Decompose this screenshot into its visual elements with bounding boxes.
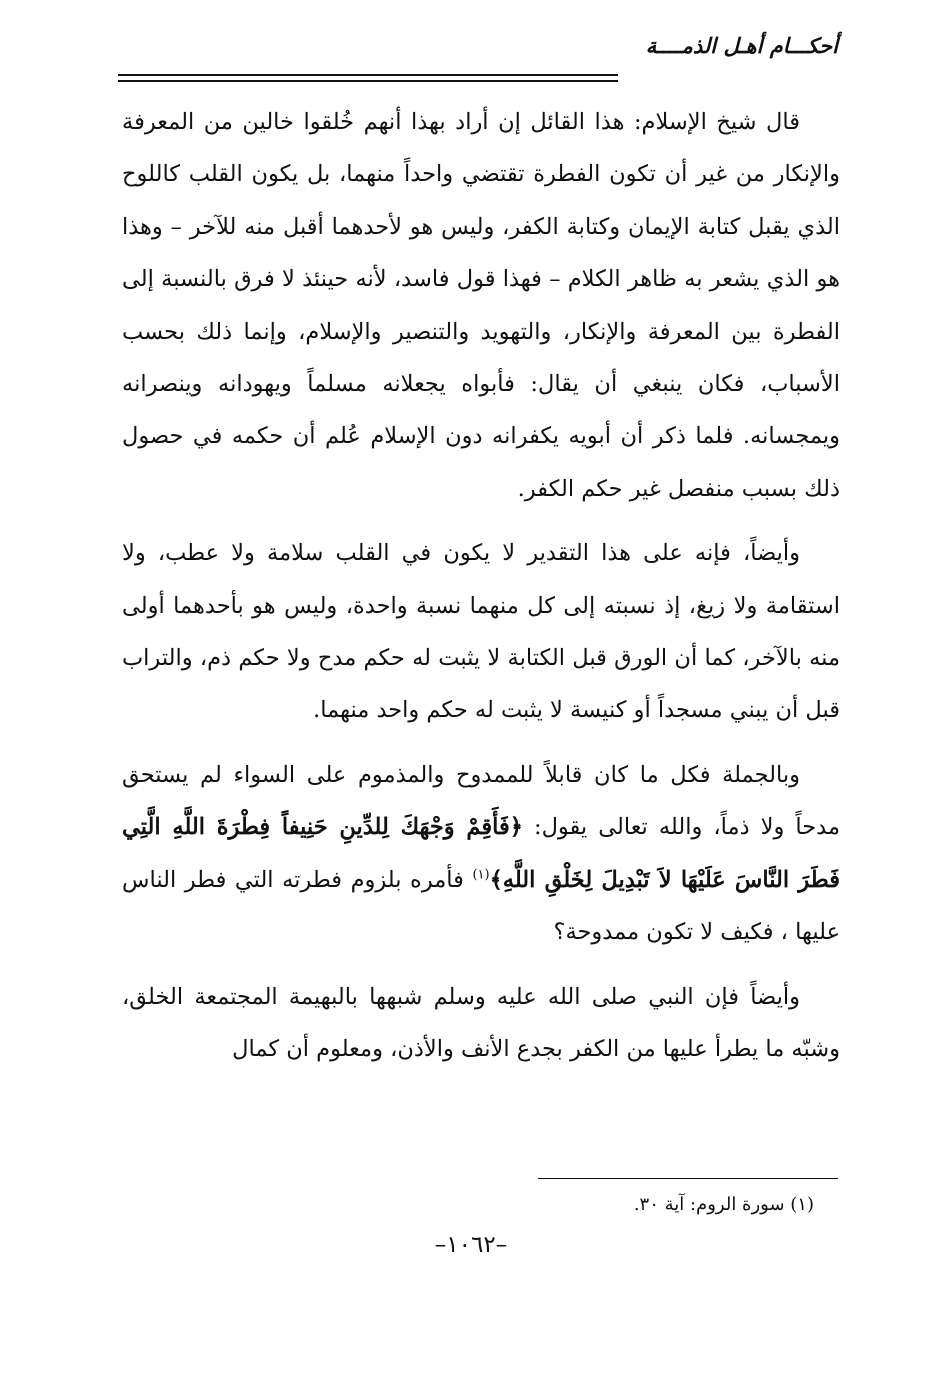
footnote: (١) سورة الروم: آية ٣٠.: [633, 1194, 814, 1215]
header-rule-line: [118, 74, 618, 76]
paragraph: قال شيخ الإسلام: هذا القائل إن أراد بهذا أنهم خُلقوا خالين من المعرفة والإنكار من غير أن تكون الفطرة تقتضي واحداً منهما، بل يكون القلب كاللوح الذي يقبل كتابة الإيمان وكتابة الكفر، وليس هو لأحدهما أقبل منه للآخر – وهذا هو الذي يشعر به ظاهر الكلام – فهذا قول فاسد، لأنه حينئذ لا فرق بالنسبة إلى الفطرة بين المعرفة والإنكار، والتهويد والتنصير والإسلام، وإنما ذلك بحسب الأسباب، فكان ينبغي أن يقال: فأبواه يجعلانه مسلماً ويهودانه وينصرانه ويمجسانه. فلما ذكر أن أبويه يكفرانه دون الإسلام عُلم أن حكمه في حصول ذلك بسبب منفصل غير حكم الكفر.: [122, 109, 840, 502]
footnote-marker: (١): [472, 867, 490, 883]
paragraph: وأيضاً فإن النبي صلى الله عليه وسلم شبهها بالبهيمة المجتمعة الخلق، وشبّه ما يطرأ عليها من الكفر بجدع الأنف والأذن، ومعلوم أن كمال: [122, 983, 840, 1062]
footnote-separator: [538, 1178, 838, 1179]
running-title: أحكـــام أهـل الذمــــة: [645, 34, 838, 58]
page-number: –١٠٦٢–: [434, 1232, 508, 1258]
paragraph: وأيضاً، فإنه على هذا التقدير لا يكون في القلب سلامة ولا عطب، ولا استقامة ولا زيغ، إذ نسبته إلى كل منهما نسبة واحدة، وليس هو بأحدهما أولى منه بالآخر، كما أن الورق قبل الكتابة لا يثبت له حكم مدح ولا حكم ذم، والتراب قبل أن يبني مسجداً أو كنيسة لا يثبت له حكم واحد منهما.: [122, 540, 840, 724]
header-rule-line: [118, 80, 618, 82]
header-rule: [118, 74, 618, 86]
main-text: [122, 96, 840, 1075]
paragraph: [122, 749, 840, 959]
paragraph-text: فأمره بلزوم فطرته التي فطر الناس عليها ، فكيف لا تكون ممدوحة؟: [122, 866, 840, 946]
page-header: [118, 28, 838, 78]
paragraph-text: وبالجملة فكل ما كان قابلاً للممدوح والمذموم على السواء لم يستحق مدحاً ولا ذماً، والله تعالى يقول:: [122, 761, 841, 841]
quran-verse: ﴿فَأَقِمْ وَجْهَكَ لِلدِّينِ حَنِيفاً فِطْرَةَ اللَّهِ الَّتِي فَطَرَ النَّاسَ عَلَيْهَا لاَ تَبْدِيلَ لِخَلْقِ اللَّهِ﴾: [122, 814, 840, 893]
